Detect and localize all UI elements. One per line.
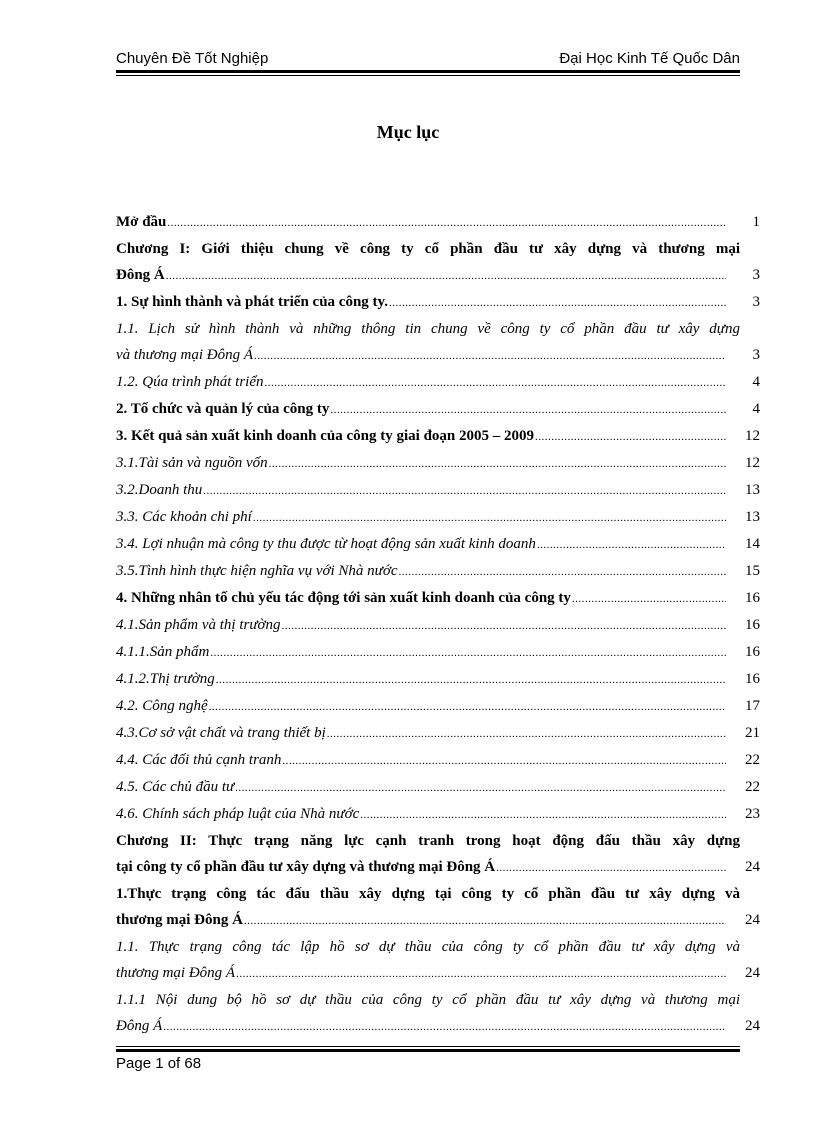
toc-dot-leader [282,748,726,774]
toc-entry[interactable] [116,316,760,369]
toc-page-number: 13 [745,482,760,498]
footer-rule-thick [116,1049,740,1052]
toc-dot-leader [535,424,726,450]
toc-dot-leader [265,370,726,396]
toc-entry-text: 3.4. Lợi nhuận mà công ty thu được từ hoạt động sản xuất kinh doanh [116,536,536,552]
toc-entry-text: Đông Á [116,267,165,283]
toc-dot-leader [537,532,726,558]
toc-dot-leader [163,1014,726,1040]
toc-entry[interactable] [116,289,760,316]
toc-entry[interactable] [116,987,760,1040]
toc-entry-text: 3.2.Doanh thu [116,482,203,498]
toc-dot-leader [269,451,726,477]
toc-entry[interactable] [116,531,760,558]
toc-page-number: 24 [745,965,760,981]
toc-page-number: 15 [745,563,760,579]
toc-entry-text: 4.2. Công nghệ [116,698,208,714]
toc-dot-leader [236,961,726,987]
toc-entry-text: Chương II: Thực trạng năng lực cạnh tranh trong hoạt động đấu thầu xây dựng [116,833,740,849]
toc-page-number: 16 [745,644,760,660]
toc-dot-leader [282,613,726,639]
toc-dot-leader [210,640,726,666]
toc-entry-text: thương mại Đông Á [116,965,236,981]
toc-dot-leader [572,586,726,612]
toc-dot-leader [389,290,726,316]
toc-entry[interactable] [116,209,760,236]
page-title: Mục lục [376,122,440,142]
toc-page-number: 13 [745,509,760,525]
toc-dot-leader [244,908,726,934]
toc-page-number: 4 [752,374,760,390]
toc-entry-text: thương mại Đông Á [116,912,243,928]
toc-entry-text: 2. Tổ chức và quản lý của công ty [116,401,330,417]
toc-page-number: 16 [745,671,760,687]
toc-entry-text: 1.1. Thực trạng công tác lập hồ sơ dự thầu của công ty cổ phần đầu tư xây dựng và [116,939,740,955]
toc-page-number: 3 [752,347,760,363]
footer-rule-thin [116,1046,740,1047]
toc-page-number: 12 [745,455,760,471]
toc-entry[interactable] [116,423,760,450]
toc-entry[interactable] [116,774,760,801]
toc-entry-text: Chương I: Giới thiệu chung về công ty cổ phần đầu tư xây dựng và thương mại [116,241,740,257]
toc-entry[interactable] [116,477,760,504]
page-header [116,48,740,72]
table-of-contents [116,209,760,1040]
toc-dot-leader [167,210,726,236]
toc-page-number: 12 [745,428,760,444]
toc-entry[interactable] [116,934,760,987]
toc-page-number: 16 [745,617,760,633]
toc-entry[interactable] [116,747,760,774]
page-footer: Page 1 of 68 [116,1055,202,1072]
toc-entry[interactable] [116,504,760,531]
toc-entry[interactable] [116,828,760,881]
toc-page-number: 23 [745,806,760,822]
toc-page-number: 24 [745,912,760,928]
toc-entry[interactable] [116,881,760,934]
toc-entry[interactable] [116,693,760,720]
toc-dot-leader [254,343,726,369]
toc-dot-leader [327,721,726,747]
toc-entry[interactable] [116,236,760,289]
toc-entry-text: 1.1.1 Nội dung bộ hồ sơ dự thầu của công ty cổ phần đầu tư xây dựng và thương mại [116,992,740,1008]
toc-entry-text: 3.3. Các khoản chi phí [116,509,252,525]
toc-entry-text: 4.1.Sản phẩm và thị trường [116,617,281,633]
toc-dot-leader [216,667,726,693]
toc-entry[interactable] [116,369,760,396]
toc-page-number: 4 [752,401,760,417]
toc-entry-text: tại công ty cổ phần đầu tư xây dựng và thương mại Đông Á [116,859,496,875]
toc-page-number: 14 [745,536,760,552]
toc-page-number: 1 [752,214,760,230]
toc-entry-text: 1.Thực trạng công tác đấu thầu xây dựng tại công ty cổ phần đầu tư xây dựng và [116,886,740,902]
header-rule-thin [116,75,740,76]
toc-entry-text: 1. Sự hình thành và phát triển của công ty. [116,294,388,310]
toc-entry-text: 3.5.Tình hình thực hiện nghĩa vụ với Nhà nước [116,563,398,579]
toc-page-number: 16 [745,590,760,606]
toc-entry-text: 4.5. Các chủ đầu tư [116,779,235,795]
header-left-text: Chuyên Đề Tốt Nghiệp [116,50,269,67]
toc-page-number: 17 [745,698,760,714]
toc-entry[interactable] [116,612,760,639]
toc-dot-leader [203,478,726,504]
toc-dot-leader [166,263,726,289]
toc-page-number: 22 [745,752,760,768]
toc-entry-text: 1.2. Qúa trình phát triển [116,374,264,390]
toc-dot-leader [496,855,726,881]
toc-dot-leader [360,802,726,828]
toc-entry-text: Mở đầu [116,214,167,230]
toc-page-number: 3 [752,294,760,310]
toc-page-number: 24 [745,1018,760,1034]
toc-page-number: 22 [745,779,760,795]
toc-entry[interactable] [116,396,760,423]
toc-dot-leader [235,775,726,801]
toc-entry-text: 4. Những nhân tố chủ yếu tác động tới sản xuất kinh doanh của công ty [116,590,571,606]
toc-page-number: 24 [745,859,760,875]
toc-entry-text: 1.1. Lịch sử hình thành và những thông tin chung về công ty cổ phần đầu tư xây dựng [116,321,740,337]
toc-entry-text: 3.1.Tài sản và nguồn vốn [116,455,268,471]
toc-entry[interactable] [116,450,760,477]
toc-entry[interactable] [116,585,760,612]
toc-entry[interactable] [116,639,760,666]
toc-entry[interactable] [116,720,760,747]
header-right-text: Đại Học Kinh Tế Quốc Dân [559,50,740,67]
toc-dot-leader [209,694,726,720]
header-rule-thick [116,70,740,73]
toc-entry-text: và thương mại Đông Á [116,347,254,363]
toc-entry-text: 4.1.1.Sản phẩm [116,644,210,660]
toc-page-number: 3 [752,267,760,283]
toc-dot-leader [330,397,726,423]
toc-entry[interactable] [116,666,760,693]
toc-entry[interactable] [116,801,760,828]
toc-page-number: 21 [745,725,760,741]
toc-entry-text: 4.3.Cơ sở vật chất và trang thiết bị [116,725,326,741]
toc-entry[interactable] [116,558,760,585]
toc-entry-text: 4.4. Các đối thủ cạnh tranh [116,752,282,768]
toc-entry-text: 4.6. Chính sách pháp luật của Nhà nước [116,806,360,822]
toc-dot-leader [399,559,726,585]
toc-dot-leader [253,505,726,531]
toc-entry-text: Đông Á [116,1018,163,1034]
toc-entry-text: 4.1.2.Thị trường [116,671,215,687]
toc-entry-text: 3. Kết quả sản xuất kinh doanh của công ty giai đoạn 2005 – 2009 [116,428,535,444]
